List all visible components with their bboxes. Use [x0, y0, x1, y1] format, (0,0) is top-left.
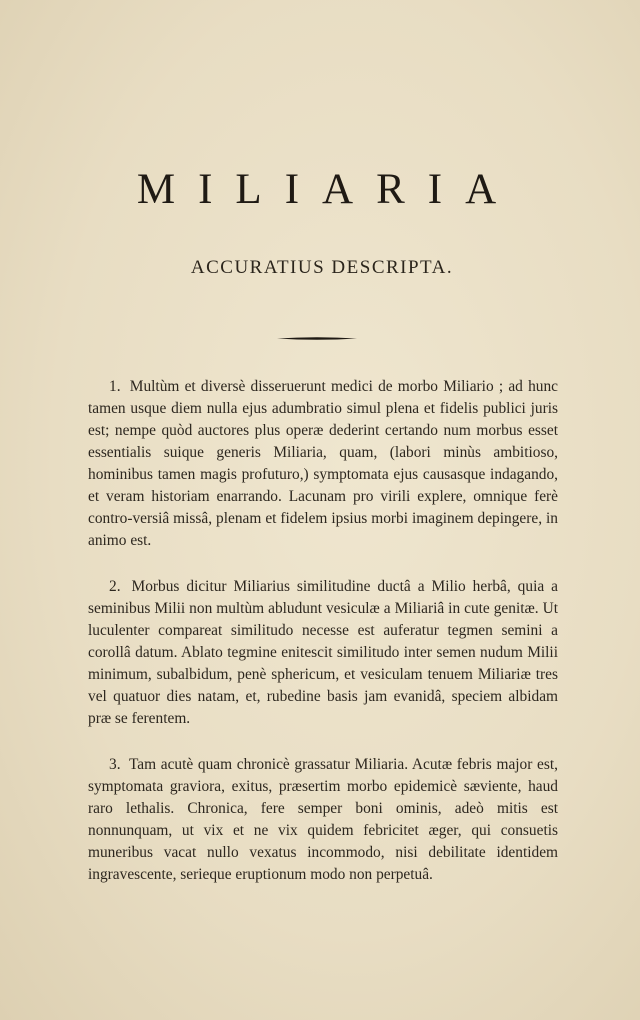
paragraph-number: 3. — [109, 756, 121, 773]
paragraph-text: Morbus dicitur Miliarius similitudine ductâ a Milio herbâ, quia a seminibus Milii non multùm abludunt vesiculæ a Miliariâ in cute genitæ. Ut luculenter compareat similitudo necesse est auferatur tegmen semini a corollâ datum. Ablato tegmine enitescit similitudo inter semen nudum Milii minimum, subalbidum, penè sphericum, et vesiculam tenuem Miliariæ tres vel quatuor dies natam, et, rubedine basis jam evanidâ, speciem albidam præ se ferentem. — [88, 578, 558, 727]
paragraph-3 — [88, 754, 558, 886]
page-subtitle: ACCURATIUS DESCRIPTA. — [190, 257, 454, 278]
paragraph-number: 1. — [109, 378, 121, 395]
paragraph-number: 2. — [109, 578, 121, 595]
page-title: MILIARIA — [136, 166, 520, 213]
paragraph-2 — [88, 576, 558, 730]
paragraph-text: Tam acutè quam chronicè grassatur Miliaria. Acutæ febris major est, symptomata graviora, exitus, præsertim morbo epidemicè sæviente, haud raro lethalis. Chronica, fere semper boni ominis, adeò mitis est nonnunquam, ut vix et ne vix quidem febricitet æger, qui consuetis muneribus vacat nullo vexatus incommodo, nisi debilitate identidem ingravescente, serieque eruptionum modo non perpetuâ. — [88, 756, 558, 883]
paragraph-1 — [88, 376, 558, 552]
body-text — [88, 376, 558, 910]
paragraph-text: Multùm et diversè disseruerunt medici de morbo Miliario ; ad hunc tamen usque diem nulla ejus adumbratio simul plena et fidelis publici juris est; nempe quòd auctores plus operæ dederint certando num morbus esset essentialis suique generis Miliaria, quam, (labori minùs ambitioso, hominibus tamen magis profuturo,) symptomata ejus causasque indagando, et veram historiam enarrando. Lacunam pro virili explere, omnique ferè contro-versiâ missâ, plenam et fidelem ipsius morbi imaginem depingere, in animo est. — [88, 378, 558, 549]
ornamental-rule — [277, 336, 357, 341]
